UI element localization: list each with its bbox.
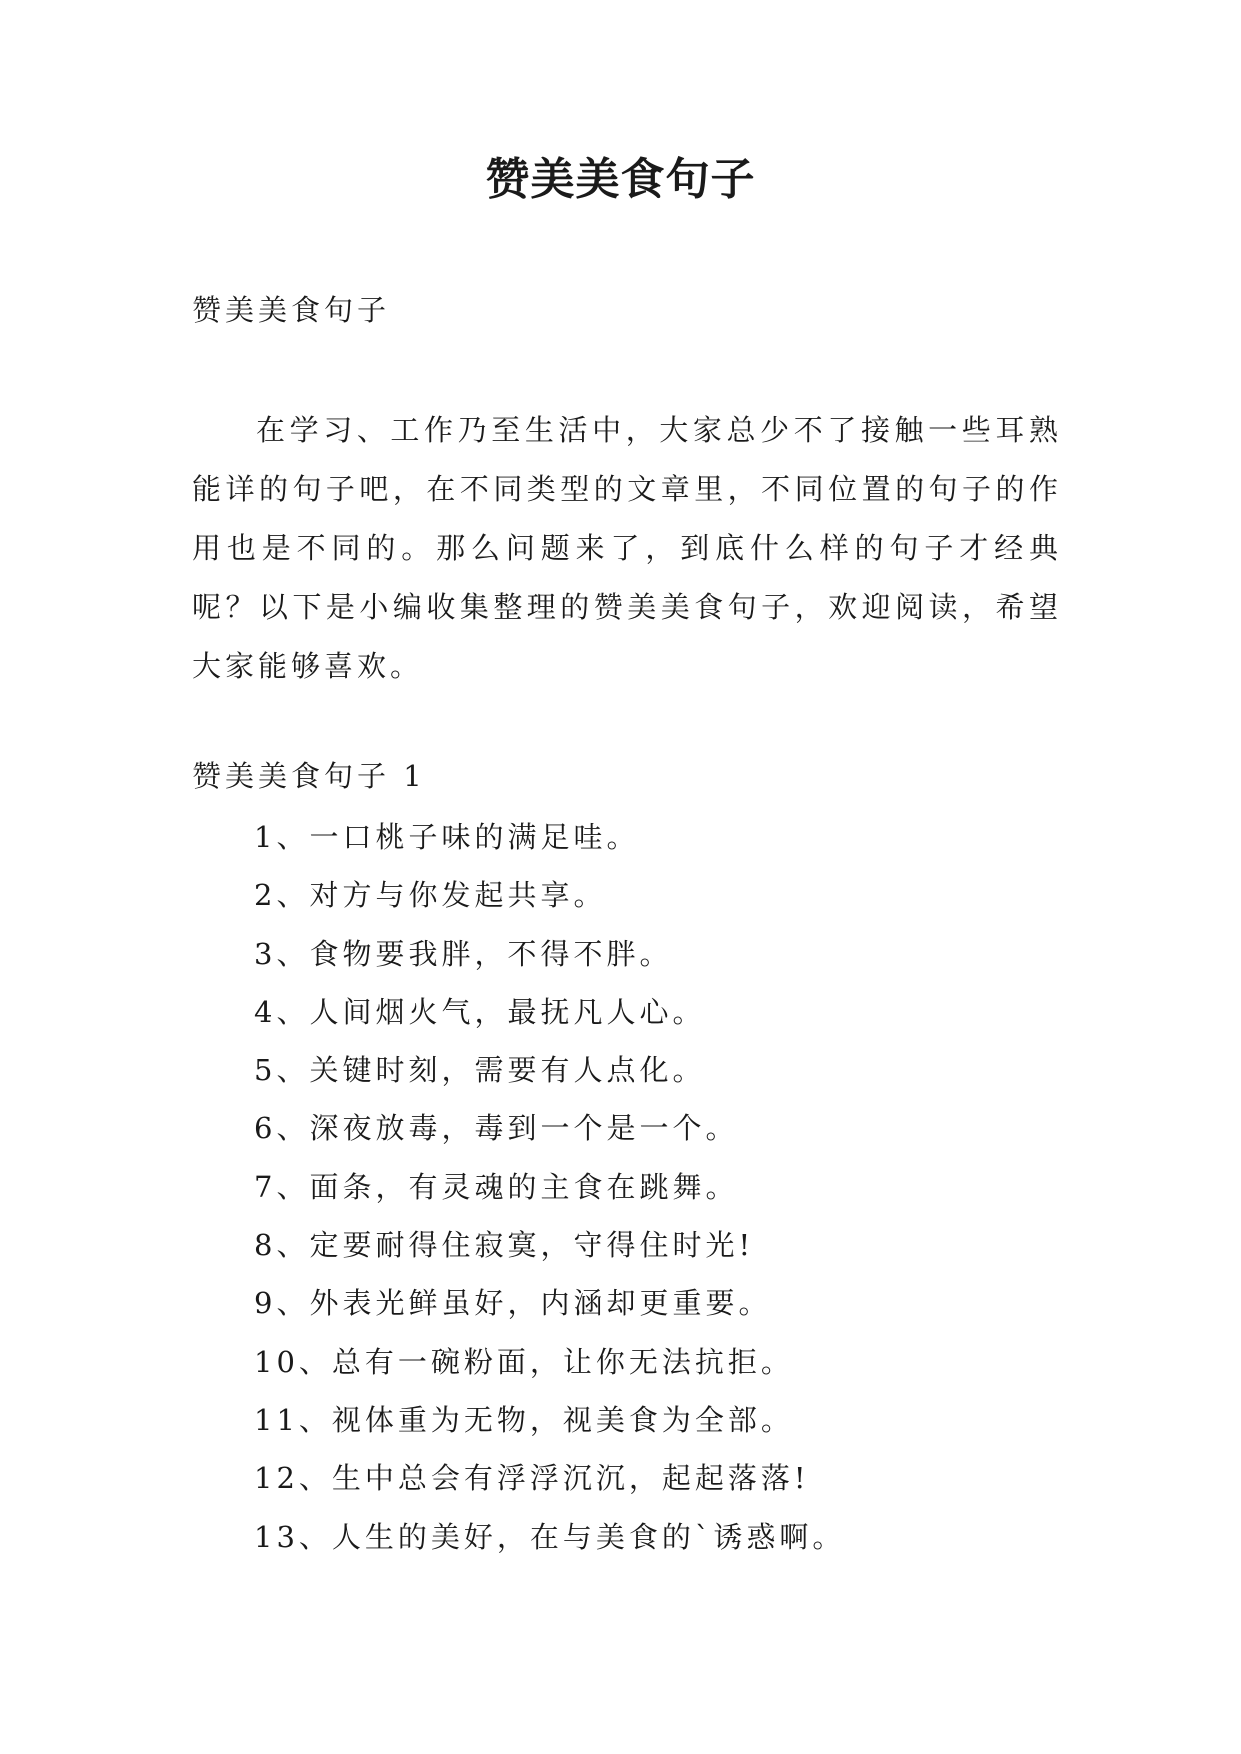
list-item: 5、关键时刻，需要有人点化。 xyxy=(254,1053,706,1088)
list-item: 7、面条，有灵魂的主食在跳舞。 xyxy=(254,1169,739,1204)
section-heading: 赞美美食句子 1 xyxy=(192,759,426,793)
list-item: 13、人生的美好，在与美食的`诱惑啊。 xyxy=(254,1519,846,1554)
list-item: 9、外表光鲜虽好，内涵却更重要。 xyxy=(254,1286,772,1321)
document-subtitle: 赞美美食句子 xyxy=(192,293,391,327)
list-item: 6、深夜放毒，毒到一个是一个。 xyxy=(254,1111,739,1146)
list-item: 8、定要耐得住寂寞，守得住时光! xyxy=(254,1228,755,1263)
list-item: 11、视体重为无物，视美食为全部。 xyxy=(254,1402,794,1437)
list-item: 3、食物要我胖，不得不胖。 xyxy=(254,936,673,971)
document-title: 赞美美食句子 xyxy=(485,154,756,205)
list-item: 4、人间烟火气，最抚凡人心。 xyxy=(254,994,706,1029)
list-item: 10、总有一碗粉面，让你无法抗拒。 xyxy=(254,1344,794,1379)
sentence-list xyxy=(254,808,845,1566)
list-item: 12、生中总会有浮浮沉沉，起起落落! xyxy=(254,1461,810,1496)
list-item: 2、对方与你发起共享。 xyxy=(254,878,607,913)
intro-paragraph: 在学习、工作乃至生活中，大家总少不了接触一些耳熟能详的句子吧，在不同类型的文章里，不同位置的句子的作用也是不同的。那么问题来了，到底什么样的句子才经典呢？以下是小编收集整理的赞美美食句子，欢迎阅读，希望大家能够喜欢。 xyxy=(192,413,1062,683)
list-item: 1、一口桃子味的满足哇。 xyxy=(254,820,640,854)
